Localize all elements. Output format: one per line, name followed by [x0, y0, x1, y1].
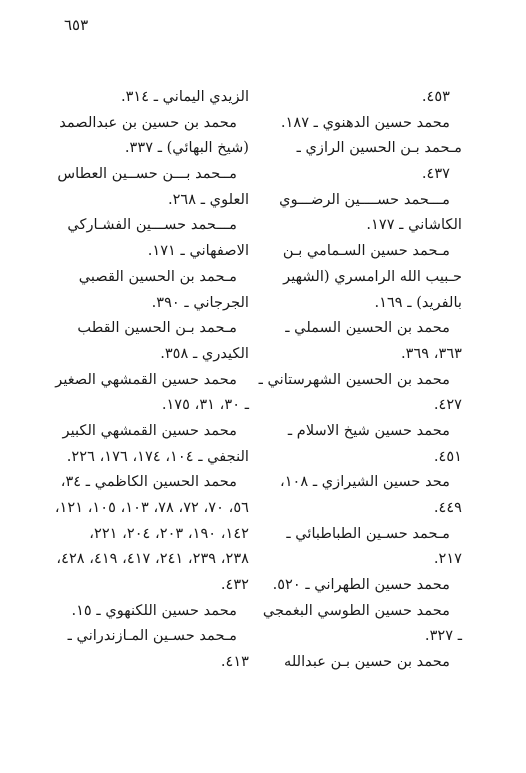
index-line: ٤١٣. [220, 653, 249, 671]
index-line: محمد حسين اللكنهوي ـ ١٥. [71, 601, 237, 619]
index-line: ٤٤٩. [433, 499, 462, 516]
index-line: ٢١٧. [433, 550, 462, 568]
index-line: مـحمد حسـين المـازندراني ـ [67, 627, 237, 645]
index-line: محمد حسين الدهنوي ـ ١٨٧. [280, 113, 450, 131]
index-line: ـ ٣٠، ٣١، ١٧٥. [161, 396, 249, 414]
index-line: محمد الحسين الكاظمي ـ ٣٤، [60, 473, 237, 491]
index-line: النجفي ـ ١٠٤، ١٧٤، ١٧٦، ٢٢٦. [66, 447, 249, 465]
index-line: الزيدي اليماني ـ ٣١٤. [120, 88, 249, 105]
index-column-left [54, 84, 249, 675]
index-line: محمد بن حسين بن عبدالصمد [59, 113, 237, 131]
index-line: الجرجاني ـ ٣٩٠. [151, 293, 249, 311]
index-line: مـحمد بـن الحسين الرازي ـ [296, 139, 462, 157]
index-line: مـحمد بن الحسين القصبي [78, 267, 237, 285]
index-line: مـحمد حسين السـمامي بـن [282, 242, 450, 260]
index-line: محد حسين الشيرازي ـ ١٠٨، [279, 473, 450, 491]
index-line: محمد بن الحسين السملي ـ [285, 319, 450, 337]
index-line: الكيدري ـ ٣٥٨. [160, 344, 249, 362]
index-line: ٥٦، ٧٠، ٧٢، ٧٨، ١٠٣، ١٠٥، ١٢١، [54, 499, 249, 516]
index-line: محمد حسين القمشهي الكبير [62, 421, 237, 439]
index-line: محمد بن الحسين الشهرستاني ـ [258, 370, 450, 388]
page-number: ٦٥٣ [64, 16, 89, 34]
index-line: ٤٢٧. [433, 396, 462, 414]
index-line: محمد حسين شيخ الاسلام ـ [287, 421, 450, 439]
index-line: الاصفهاني ـ ١٧١. [147, 242, 249, 260]
index-line: ٤٣٢. [220, 576, 249, 594]
index-line: مـــحمد حســــين الرضـــوي [279, 190, 450, 208]
index-line: ٢٣٨، ٢٣٩، ٢٤١، ٤١٧، ٤١٩، ٤٢٨، [56, 550, 249, 568]
index-line: (شيخ البهائي) ـ ٣٣٧. [124, 139, 249, 157]
index-line: محمد بن حسين بـن عبدالله [284, 653, 450, 671]
index-line: محمد حسين الطهراني ـ ٥٢٠. [272, 576, 450, 594]
index-line: ٤٣٧. [421, 165, 450, 183]
index-line: محمد حسين الطوسي البغمجي [262, 601, 450, 619]
index-line: الكاشاني ـ ١٧٧. [366, 216, 462, 234]
index-line: ـ ٣٢٧. [424, 627, 462, 645]
index-line: العلوي ـ ٢٦٨. [167, 190, 249, 208]
index-line: ١٤٢، ١٩٠، ٢٠٣، ٢٠٤، ٢٢١، [89, 524, 249, 542]
index-line: مــحمد بـــن حســين العطاس [57, 165, 237, 183]
index-line: حـبيب الله الرامسري (الشهير [283, 267, 462, 285]
index-line: مـــحمد حســـين الفشـاركي [67, 216, 237, 234]
index-column-right [258, 84, 462, 675]
index-line: بالفريد) ـ ١٦٩. [374, 293, 462, 311]
index-line: مـحمد بـن الحسين القطب [77, 319, 237, 337]
index-line: مـحمد حسـين الطباطبائي ـ [286, 524, 450, 542]
index-line: ٣٦٣، ٣٦٩. [400, 344, 462, 362]
index-line: محمد حسين القمشهي الصغير [55, 370, 237, 388]
index-line: ٤٥٣. [421, 88, 450, 105]
index-line: ٤٥١. [433, 447, 462, 465]
